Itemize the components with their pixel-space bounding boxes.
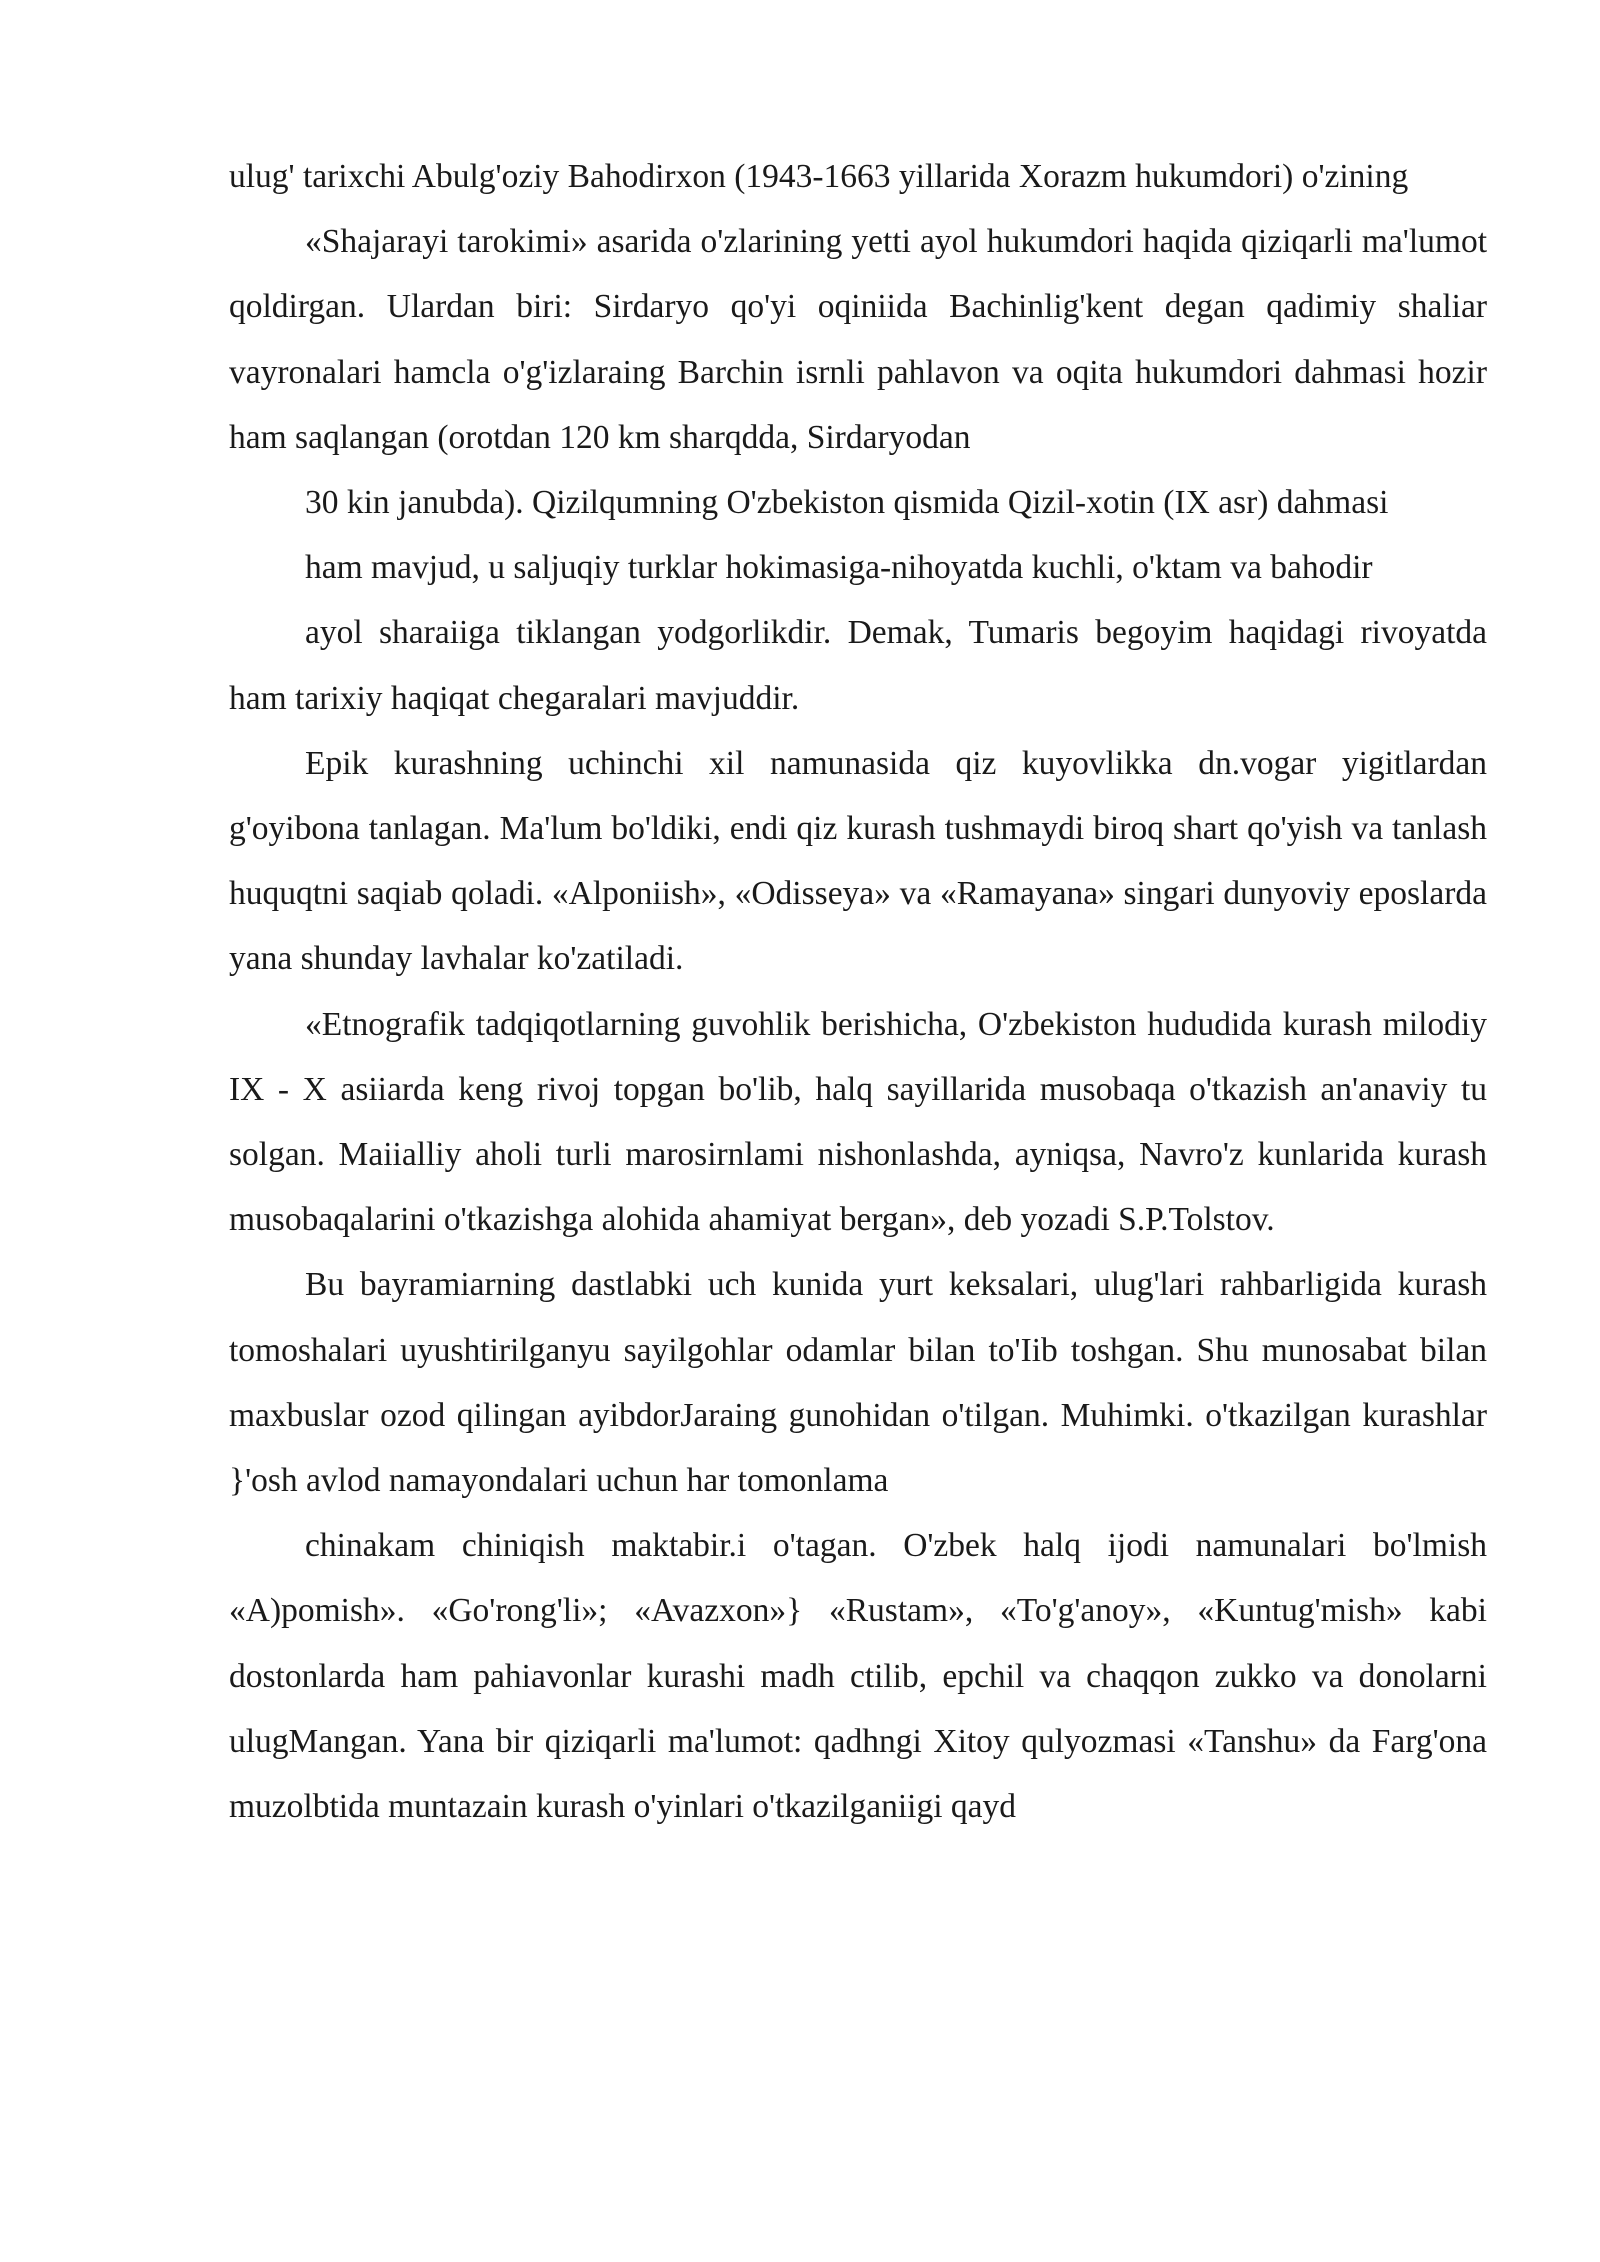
paragraph-3: 30 kin janubda). Qizilqumning O'zbekiston qismida Qizil-xotin (IX asr) dahmasi (305, 484, 1389, 522)
paragraph-6: Epik kurashning uchinchi xil namunasida qiz kuyovlikka dn.vogar yigitlardan g'oyibona tanlagan. Ma'lum bo'ldiki, endi qiz kurash tushmaydi biroq shart qo'yish va tanlash huquqtni saqiab qoladi. «Alponiish», «Odisseya» va «Ramayana» singari dunyoviy eposlarda yana shunday lavhalar ko'zatiladi. (229, 744, 1487, 978)
paragraph-5: ayol sharaiiga tiklangan yodgorlikdir. Demak, Tumaris begoyim haqidagi rivoyatda ham tarixiy haqiqat chegaralari mavjuddir. (229, 614, 1487, 717)
document-page (229, 144, 1487, 1839)
paragraph-7: «Etnografik tadqiqotlarning guvohlik berishicha, O'zbekiston hududida kurash milodiy IX - X asiiarda keng rivoj topgan bo'lib, halq sayillarida musobaqa o'tkazish an'anaviy tu solgan. Maiialliy aholi turli marosirnlami nishonlashda, ayniqsa, Navro'z kunlarida kurash musobaqalarini o'tkazishga alohida ahamiyat bergan», deb yozadi S.P.Tolstov. (229, 1005, 1487, 1239)
paragraph-4: ham mavjud, u saljuqiy turklar hokimasiga-nihoyatda kuchli, o'ktam va bahodir (305, 549, 1373, 587)
paragraph-9: chinakam chiniqish maktabir.i o'tagan. O'zbek halq ijodi namunalari bo'lmish «A)pomish». «Go'rong'li»; «Avazxon»} «Rustam», «To'g'anoy», «Kuntug'mish» kabi dostonlarda ham pahiavonlar kurashi madh ctilib, epchil va chaqqon zukko va donolarni ulugMangan. Yana bir qiziqarli ma'lumot: qadhngi Xitoy qulyozmasi «Tanshu» da Farg'ona muzolbtida muntazain kurash o'yinlari o'tkazilganiigi qayd (229, 1527, 1487, 1826)
paragraph-2: «Shajarayi tarokimi» asarida o'zlarining yetti ayol hukumdori haqida qiziqarli ma'lumot qoldirgan. Ulardan biri: Sirdaryo qo'yi oqiniida Bachinlig'kent degan qadimiy shaliar vayronalari hamcla o'g'izlaraing Barchin isrnli pahlavon va oqita hukumdori dahmasi hozir ham saqlangan (orotdan 120 km sharqdda, Sirdaryodan (229, 223, 1487, 456)
paragraph-8: Bu bayramiarning dastlabki uch kunida yurt keksalari, ulug'lari rahbarligida kurash tomoshalari uyushtirilganyu sayilgohlar odamlar bilan to'Iib toshgan. Shu munosabat bilan maxbuslar ozod qilingan ayibdorJaraing gunohidan o'tilgan. Muhimki. o'tkazilgan kurashlar }'osh avlod namayondalari uchun har tomonlama (229, 1266, 1487, 1500)
paragraph-1: ulug' tarixchi Abulg'oziy Bahodirxon (1943-1663 yillarida Xorazm hukumdori) o'zining (229, 158, 1409, 195)
